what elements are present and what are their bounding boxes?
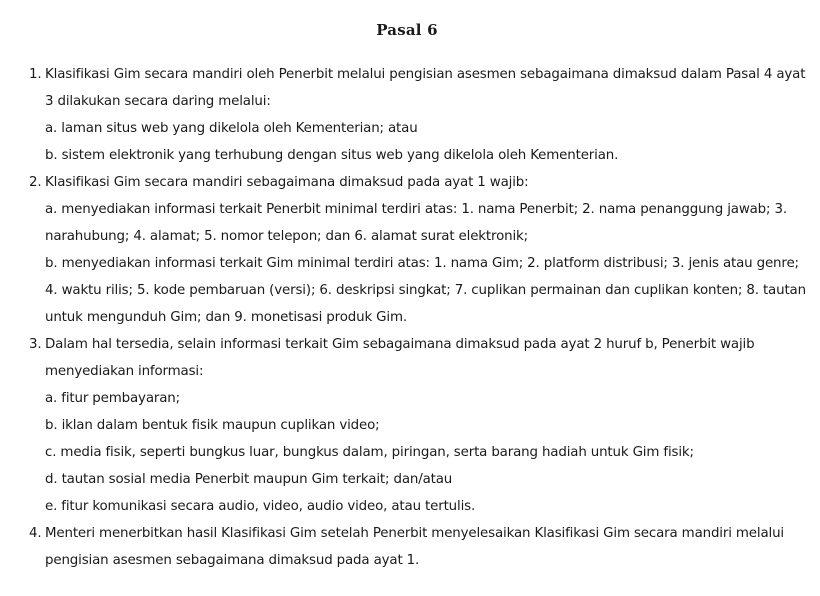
sub-item: b. iklan dalam bentuk fisik maupun cuplikan video; <box>45 418 380 433</box>
sub-item: b. menyediakan informasi terkait Gim minimal terdiri atas: 1. nama Gim; 2. platform distribusi; 3. jenis atau genre; 4. waktu rilis; 5. kode pembaruan (versi); 6. deskripsi singkat; 7. cuplikan permainan dan cuplikan konten; 8. tautan untuk mengunduh Gim; dan 9. monetisasi produk Gim. <box>45 256 806 325</box>
sub-item: a. fitur pembayaran; <box>45 391 180 406</box>
item-number: 1. <box>29 67 42 82</box>
sub-item: d. tautan sosial media Penerbit maupun Gim terkait; dan/atau <box>45 472 453 487</box>
sub-item: a. menyediakan informasi terkait Penerbit minimal terdiri atas: 1. nama Penerbit; 2. nama penanggung jawab; 3. narahubung; 4. alamat; 5. nomor telepon; dan 6. alamat surat elektronik; <box>45 202 787 244</box>
item-number: 3. <box>29 337 42 352</box>
item-text: Menteri menerbitkan hasil Klasifikasi Gim setelah Penerbit menyelesaikan Klasifikasi Gim secara mandiri melalui pengisian asesmen sebagaimana dimaksud pada ayat 1. <box>45 526 784 568</box>
article-body <box>29 61 809 574</box>
sub-item: a. laman situs web yang dikelola oleh Kementerian; atau <box>45 121 418 136</box>
item-number: 4. <box>29 526 42 541</box>
item-text: Klasifikasi Gim secara mandiri oleh Penerbit melalui pengisian asesmen sebagaimana dimaksud dalam Pasal 4 ayat 3 dilakukan secara daring melalui: <box>45 67 806 109</box>
item-text: Dalam hal tersedia, selain informasi terkait Gim sebagaimana dimaksud pada ayat 2 huruf b, Penerbit wajib menyediakan informasi: <box>45 337 755 379</box>
item-number: 2. <box>29 175 42 190</box>
article-title: Pasal 6 <box>376 21 438 39</box>
sub-item: c. media fisik, seperti bungkus luar, bungkus dalam, piringan, serta barang hadiah untuk Gim fisik; <box>45 445 694 460</box>
list-item-2 <box>29 169 809 331</box>
item-text: Klasifikasi Gim secara mandiri sebagaimana dimaksud pada ayat 1 wajib: <box>45 175 529 190</box>
sub-item: e. fitur komunikasi secara audio, video, audio video, atau tertulis. <box>45 499 476 514</box>
list-item-4 <box>29 520 809 574</box>
sub-item: b. sistem elektronik yang terhubung dengan situs web yang dikelola oleh Kementerian. <box>45 148 619 163</box>
list-item-3 <box>29 331 809 520</box>
list-item-1 <box>29 61 809 169</box>
